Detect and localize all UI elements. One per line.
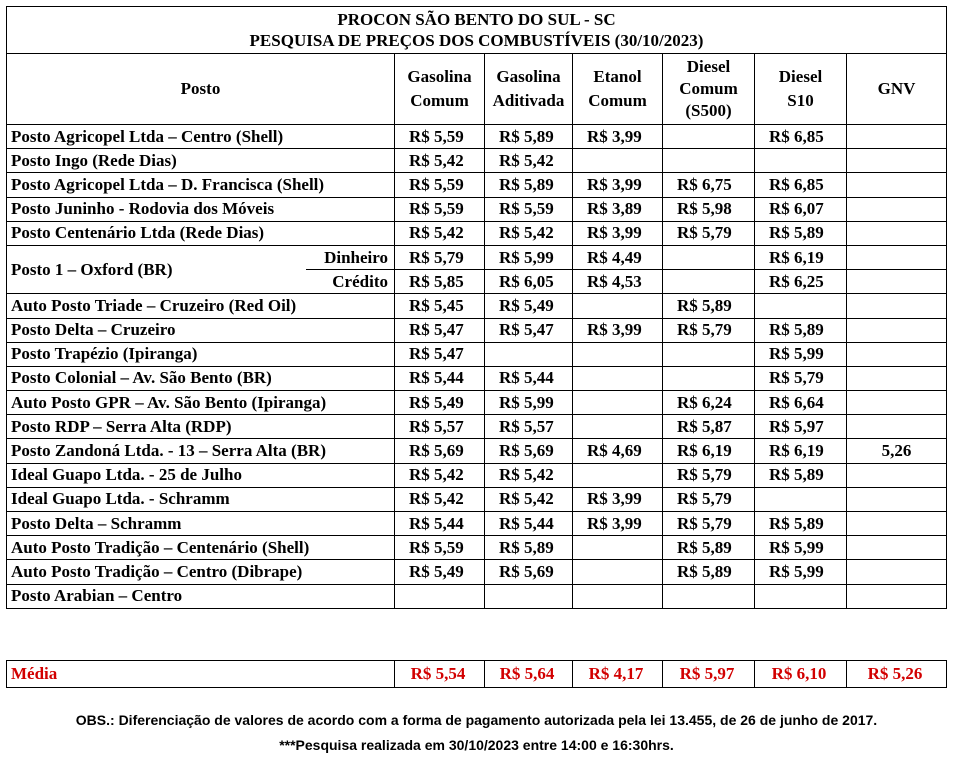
price-etanol bbox=[573, 342, 663, 366]
header-etanol: Etanol Comum bbox=[573, 54, 663, 125]
price-diesel-s500 bbox=[663, 245, 755, 269]
table-row bbox=[7, 173, 947, 197]
price-gasolina-aditivada: R$ 5,42 bbox=[485, 487, 573, 511]
table-row bbox=[7, 415, 947, 439]
price-diesel-s10: R$ 5,89 bbox=[755, 463, 847, 487]
price-diesel-s10: R$ 5,89 bbox=[755, 512, 847, 536]
price-gasolina-aditivada: R$ 5,89 bbox=[485, 125, 573, 149]
average-table bbox=[6, 660, 947, 688]
price-gasolina-aditivada: R$ 5,44 bbox=[485, 366, 573, 390]
price-gasolina-comum: R$ 5,47 bbox=[395, 318, 485, 342]
table-row bbox=[7, 318, 947, 342]
header-diesel-s500: Diesel Comum (S500) bbox=[663, 54, 755, 125]
price-gasolina-comum: R$ 5,42 bbox=[395, 463, 485, 487]
price-diesel-s500 bbox=[663, 270, 755, 294]
price-gnv bbox=[847, 512, 947, 536]
price-gasolina-comum: R$ 5,57 bbox=[395, 415, 485, 439]
table-row bbox=[7, 221, 947, 245]
posto-name: Ideal Guapo Ltda. - 25 de Julho bbox=[7, 463, 395, 487]
posto-name: Posto Trapézio (Ipiranga) bbox=[7, 342, 395, 366]
price-gnv bbox=[847, 560, 947, 584]
price-gasolina-aditivada: R$ 5,42 bbox=[485, 149, 573, 173]
price-etanol bbox=[573, 366, 663, 390]
price-etanol bbox=[573, 584, 663, 608]
price-gasolina-comum: R$ 5,44 bbox=[395, 366, 485, 390]
price-gasolina-aditivada: R$ 5,99 bbox=[485, 391, 573, 415]
table-row bbox=[7, 560, 947, 584]
posto-name: Posto Colonial – Av. São Bento (BR) bbox=[7, 366, 395, 390]
posto-name: Posto RDP – Serra Alta (RDP) bbox=[7, 415, 395, 439]
price-diesel-s500: R$ 6,19 bbox=[663, 439, 755, 463]
price-diesel-s500 bbox=[663, 366, 755, 390]
payment-mode-dinheiro: Dinheiro bbox=[324, 247, 388, 267]
posto-name: Posto Zandoná Ltda. - 13 – Serra Alta (BR) bbox=[7, 439, 395, 463]
title-row bbox=[7, 7, 947, 54]
price-etanol: R$ 3,99 bbox=[573, 512, 663, 536]
price-diesel-s500: R$ 5,98 bbox=[663, 197, 755, 221]
title-line-1: PROCON SÃO BENTO DO SUL - SC bbox=[337, 10, 616, 29]
price-etanol bbox=[573, 415, 663, 439]
price-etanol bbox=[573, 149, 663, 173]
table-row bbox=[7, 463, 947, 487]
table-row bbox=[7, 536, 947, 560]
average-gasolina-comum: R$ 5,54 bbox=[395, 661, 485, 688]
posto-name: Auto Posto Triade – Cruzeiro (Red Oil) bbox=[7, 294, 395, 318]
posto-name: Auto Posto GPR – Av. São Bento (Ipiranga) bbox=[7, 391, 395, 415]
posto-name: Posto Centenário Ltda (Rede Dias) bbox=[7, 221, 395, 245]
price-gnv bbox=[847, 318, 947, 342]
posto-name: Posto Delta – Cruzeiro bbox=[7, 318, 395, 342]
price-etanol: R$ 3,99 bbox=[573, 125, 663, 149]
price-diesel-s10: R$ 6,19 bbox=[755, 439, 847, 463]
price-gasolina-comum: R$ 5,42 bbox=[395, 149, 485, 173]
price-gasolina-aditivada: R$ 5,69 bbox=[485, 439, 573, 463]
price-etanol bbox=[573, 294, 663, 318]
price-gasolina-comum: R$ 5,85 bbox=[395, 270, 485, 294]
price-gnv bbox=[847, 487, 947, 511]
price-gasolina-aditivada: R$ 5,42 bbox=[485, 221, 573, 245]
price-diesel-s500: R$ 5,89 bbox=[663, 294, 755, 318]
survey-time-note: ***Pesquisa realizada em 30/10/2023 entre 14:00 e 16:30hrs. bbox=[279, 737, 674, 753]
posto-name: Auto Posto Tradição – Centro (Dibrape) bbox=[7, 560, 395, 584]
price-gnv bbox=[847, 415, 947, 439]
obs-note: OBS.: Diferenciação de valores de acordo com a forma de pagamento autorizada pela lei 13.455, de 26 de junho de 2017. bbox=[75, 712, 878, 728]
price-etanol: R$ 3,99 bbox=[573, 318, 663, 342]
header-gasolina-comum: Gasolina Comum bbox=[395, 54, 485, 125]
price-table bbox=[6, 6, 947, 609]
price-diesel-s10 bbox=[755, 487, 847, 511]
price-diesel-s10: R$ 5,99 bbox=[755, 342, 847, 366]
price-diesel-s500: R$ 6,75 bbox=[663, 173, 755, 197]
posto-name: Ideal Guapo Ltda. - Schramm bbox=[7, 487, 395, 511]
average-section bbox=[6, 660, 946, 688]
header-posto: Posto bbox=[7, 54, 395, 125]
price-diesel-s500 bbox=[663, 342, 755, 366]
price-diesel-s10: R$ 5,99 bbox=[755, 560, 847, 584]
price-etanol bbox=[573, 391, 663, 415]
price-gasolina-comum: R$ 5,59 bbox=[395, 197, 485, 221]
price-gnv bbox=[847, 149, 947, 173]
payment-modes bbox=[306, 246, 394, 293]
price-diesel-s10: R$ 5,89 bbox=[755, 318, 847, 342]
price-gnv bbox=[847, 294, 947, 318]
price-etanol: R$ 3,99 bbox=[573, 173, 663, 197]
price-diesel-s500 bbox=[663, 584, 755, 608]
average-gasolina-aditivada: R$ 5,64 bbox=[485, 661, 573, 688]
header-gasolina-aditivada: Gasolina Aditivada bbox=[485, 54, 573, 125]
posto-name: Posto 1 – Oxford (BR) bbox=[11, 259, 173, 279]
price-gasolina-comum: R$ 5,49 bbox=[395, 391, 485, 415]
price-gasolina-comum: R$ 5,59 bbox=[395, 173, 485, 197]
price-diesel-s10: R$ 6,85 bbox=[755, 125, 847, 149]
price-diesel-s500: R$ 5,79 bbox=[663, 487, 755, 511]
price-diesel-s10: R$ 5,79 bbox=[755, 366, 847, 390]
table-row bbox=[7, 197, 947, 221]
price-gasolina-comum: R$ 5,47 bbox=[395, 342, 485, 366]
price-diesel-s10 bbox=[755, 584, 847, 608]
price-diesel-s500: R$ 5,89 bbox=[663, 560, 755, 584]
price-etanol: R$ 3,99 bbox=[573, 487, 663, 511]
average-label: Média bbox=[7, 661, 395, 688]
price-gasolina-comum: R$ 5,45 bbox=[395, 294, 485, 318]
price-etanol: R$ 4,53 bbox=[573, 270, 663, 294]
price-gasolina-aditivada: R$ 5,44 bbox=[485, 512, 573, 536]
payment-mode-credito: Crédito bbox=[306, 269, 394, 293]
table-row bbox=[7, 584, 947, 608]
header-gnv: GNV bbox=[847, 54, 947, 125]
price-gnv bbox=[847, 391, 947, 415]
price-diesel-s500: R$ 5,79 bbox=[663, 221, 755, 245]
average-diesel-s10: R$ 6,10 bbox=[755, 661, 847, 688]
price-gnv bbox=[847, 125, 947, 149]
price-diesel-s10: R$ 6,19 bbox=[755, 245, 847, 269]
price-gnv bbox=[847, 536, 947, 560]
price-gasolina-aditivada: R$ 6,05 bbox=[485, 270, 573, 294]
price-gasolina-comum: R$ 5,42 bbox=[395, 221, 485, 245]
price-diesel-s10: R$ 6,85 bbox=[755, 173, 847, 197]
posto-name: Posto Arabian – Centro bbox=[7, 584, 395, 608]
price-gnv: 5,26 bbox=[847, 439, 947, 463]
table-row bbox=[7, 487, 947, 511]
average-gnv: R$ 5,26 bbox=[847, 661, 947, 688]
price-gasolina-comum: R$ 5,42 bbox=[395, 487, 485, 511]
price-gnv bbox=[847, 221, 947, 245]
price-diesel-s500 bbox=[663, 125, 755, 149]
price-diesel-s500: R$ 5,79 bbox=[663, 512, 755, 536]
price-gasolina-aditivada: R$ 5,57 bbox=[485, 415, 573, 439]
table-row bbox=[7, 391, 947, 415]
average-diesel-s500: R$ 5,97 bbox=[663, 661, 755, 688]
title-line-2: PESQUISA DE PREÇOS DOS COMBUSTÍVEIS (30/10/2023) bbox=[249, 31, 704, 50]
price-gnv bbox=[847, 366, 947, 390]
posto-name: Posto Ingo (Rede Dias) bbox=[7, 149, 395, 173]
price-etanol: R$ 3,89 bbox=[573, 197, 663, 221]
price-diesel-s10: R$ 5,99 bbox=[755, 536, 847, 560]
price-diesel-s10: R$ 6,07 bbox=[755, 197, 847, 221]
price-gnv bbox=[847, 342, 947, 366]
price-etanol: R$ 4,49 bbox=[573, 245, 663, 269]
price-diesel-s10: R$ 5,97 bbox=[755, 415, 847, 439]
posto-name: Posto Delta – Schramm bbox=[7, 512, 395, 536]
price-etanol bbox=[573, 536, 663, 560]
posto-name: Posto Agricopel Ltda – Centro (Shell) bbox=[7, 125, 395, 149]
price-gasolina-aditivada: R$ 5,47 bbox=[485, 318, 573, 342]
average-row bbox=[7, 661, 947, 688]
table-row bbox=[7, 245, 947, 269]
header-row bbox=[7, 54, 947, 125]
price-diesel-s10: R$ 6,64 bbox=[755, 391, 847, 415]
average-etanol: R$ 4,17 bbox=[573, 661, 663, 688]
price-gasolina-comum: R$ 5,59 bbox=[395, 125, 485, 149]
price-diesel-s500: R$ 6,24 bbox=[663, 391, 755, 415]
table-row bbox=[7, 366, 947, 390]
price-gasolina-aditivada: R$ 5,99 bbox=[485, 245, 573, 269]
price-gasolina-aditivada: R$ 5,49 bbox=[485, 294, 573, 318]
header-diesel-s10: Diesel S10 bbox=[755, 54, 847, 125]
price-gasolina-aditivada: R$ 5,89 bbox=[485, 536, 573, 560]
price-etanol: R$ 3,99 bbox=[573, 221, 663, 245]
price-gasolina-comum bbox=[395, 584, 485, 608]
price-gnv bbox=[847, 270, 947, 294]
price-survey-sheet bbox=[6, 6, 946, 609]
price-gasolina-comum: R$ 5,59 bbox=[395, 536, 485, 560]
price-diesel-s500 bbox=[663, 149, 755, 173]
price-gnv bbox=[847, 173, 947, 197]
price-gasolina-comum: R$ 5,49 bbox=[395, 560, 485, 584]
price-diesel-s10: R$ 6,25 bbox=[755, 270, 847, 294]
price-etanol bbox=[573, 560, 663, 584]
price-gnv bbox=[847, 245, 947, 269]
price-diesel-s500: R$ 5,87 bbox=[663, 415, 755, 439]
price-gnv bbox=[847, 463, 947, 487]
table-row bbox=[7, 294, 947, 318]
price-diesel-s10 bbox=[755, 149, 847, 173]
price-etanol bbox=[573, 463, 663, 487]
price-diesel-s500: R$ 5,79 bbox=[663, 463, 755, 487]
posto-name: Posto Juninho - Rodovia dos Móveis bbox=[7, 197, 395, 221]
price-gasolina-aditivada bbox=[485, 342, 573, 366]
price-gasolina-comum: R$ 5,79 bbox=[395, 245, 485, 269]
price-etanol: R$ 4,69 bbox=[573, 439, 663, 463]
price-diesel-s10: R$ 5,89 bbox=[755, 221, 847, 245]
price-gasolina-aditivada: R$ 5,59 bbox=[485, 197, 573, 221]
posto-name-oxford bbox=[7, 245, 395, 293]
price-gnv bbox=[847, 197, 947, 221]
price-diesel-s10 bbox=[755, 294, 847, 318]
price-gasolina-comum: R$ 5,69 bbox=[395, 439, 485, 463]
posto-name: Auto Posto Tradição – Centenário (Shell) bbox=[7, 536, 395, 560]
price-gnv bbox=[847, 584, 947, 608]
price-gasolina-aditivada: R$ 5,89 bbox=[485, 173, 573, 197]
price-gasolina-aditivada: R$ 5,69 bbox=[485, 560, 573, 584]
price-diesel-s500: R$ 5,89 bbox=[663, 536, 755, 560]
price-gasolina-aditivada bbox=[485, 584, 573, 608]
price-gasolina-comum: R$ 5,44 bbox=[395, 512, 485, 536]
price-diesel-s500: R$ 5,79 bbox=[663, 318, 755, 342]
table-row bbox=[7, 439, 947, 463]
table-row bbox=[7, 149, 947, 173]
table-row bbox=[7, 512, 947, 536]
table-row bbox=[7, 125, 947, 149]
posto-name: Posto Agricopel Ltda – D. Francisca (Shell) bbox=[7, 173, 395, 197]
price-gasolina-aditivada: R$ 5,42 bbox=[485, 463, 573, 487]
table-row bbox=[7, 342, 947, 366]
table-title bbox=[7, 7, 947, 54]
